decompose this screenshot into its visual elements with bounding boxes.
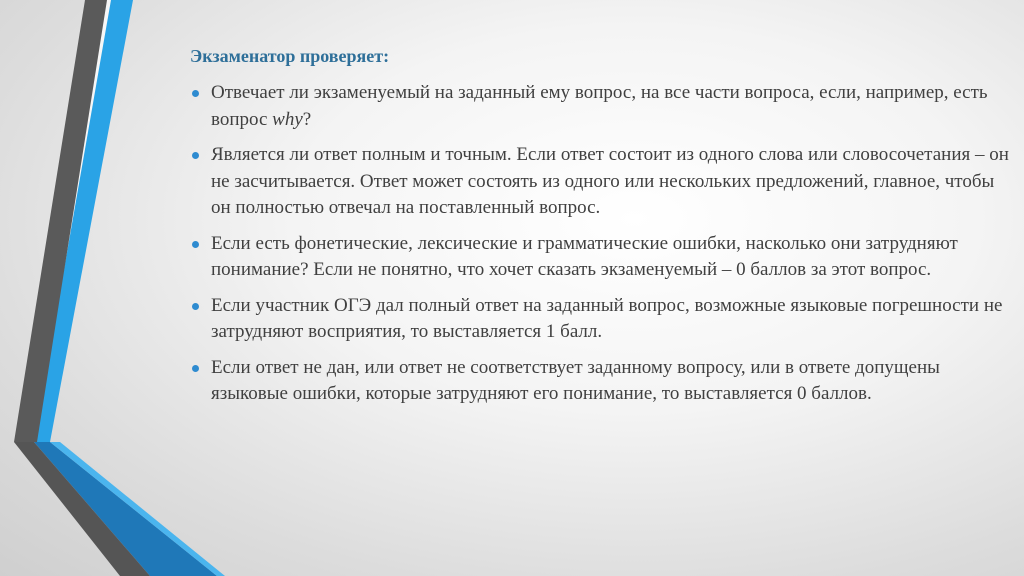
bullet-dot-icon: [192, 365, 199, 372]
slide-heading: Экзаменатор проверяет:: [190, 46, 390, 66]
bullet-dot-icon: [192, 90, 199, 97]
bullet-item: [190, 355, 1010, 408]
bullet-italic-word: why: [272, 108, 303, 130]
bullet-dot-icon: [192, 241, 199, 248]
bullet-text: Является ли ответ полным и точным. Если ответ состоит из одного слова или словосочетания – он не засчитывается. Ответ может состоять из одного или нескольких предложений, главное, чтобы он полностью отвечал на поставленный вопрос.: [211, 144, 1009, 218]
bullet-text: Если есть фонетические, лексические и грамматические ошибки, насколько они затрудняют понимание? Если не понятно, что хочет сказать экзаменуемый – 0 баллов за этот вопрос.: [211, 232, 958, 280]
bullet-dot-icon: [192, 303, 199, 310]
bullet-suffix: ?: [302, 108, 312, 130]
bullet-text: Если ответ не дан, или ответ не соответствует заданному вопросу, или в ответе допущены языковые ошибки, которые затрудняют его понимание, то выставляется 0 баллов.: [211, 356, 940, 404]
bullet-item: [190, 231, 1010, 284]
bullet-list: [190, 80, 1010, 408]
bullet-text: Отвечает ли экзаменуемый на заданный ему вопрос, на все части вопроса, если, например, есть вопрос: [211, 82, 988, 130]
bullet-text: Если участник ОГЭ дал полный ответ на заданный вопрос, возможные языковые погрешности не затрудняют восприятия, то выставляется 1 балл.: [211, 294, 1003, 342]
bullet-item: [190, 293, 1010, 346]
bullet-item: [190, 80, 1010, 133]
bullet-item: [190, 142, 1010, 222]
bullet-dot-icon: [192, 152, 199, 159]
slide-content: [190, 44, 1010, 417]
